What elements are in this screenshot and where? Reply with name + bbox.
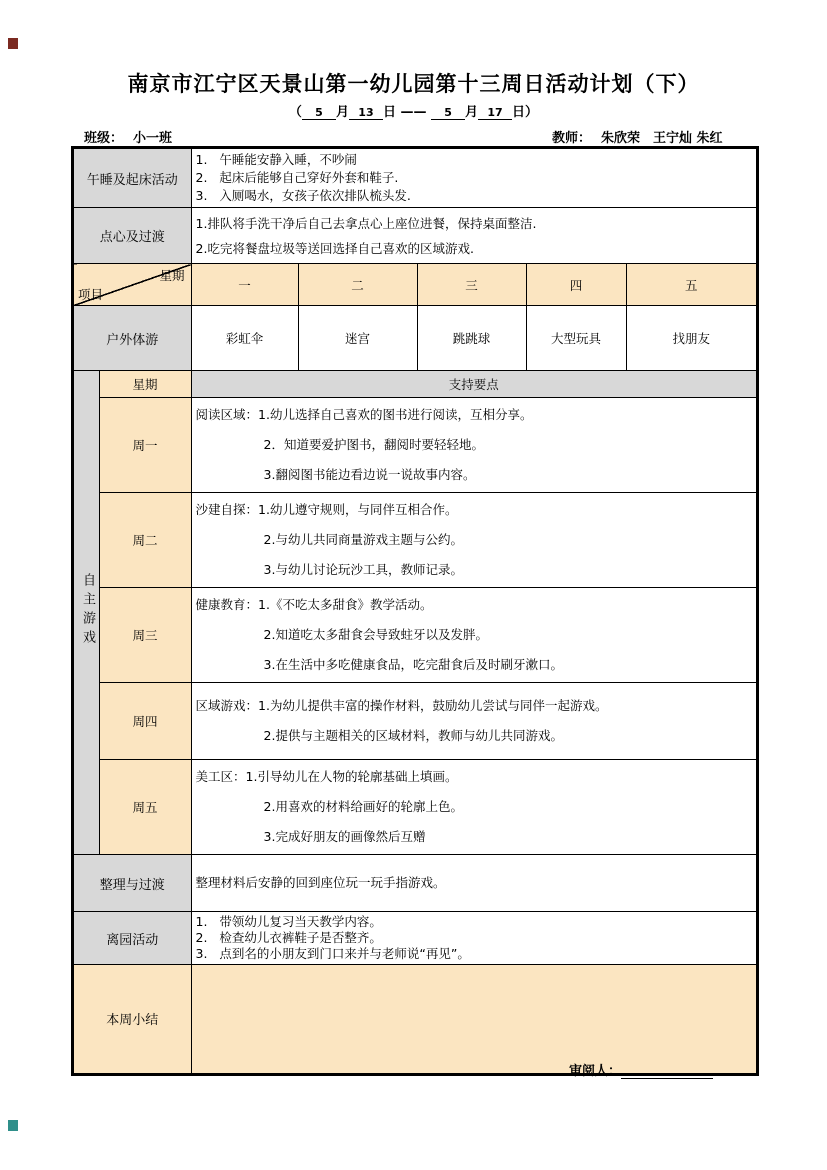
date-range <box>0 101 827 120</box>
summary-row <box>73 965 757 1074</box>
date-day1-blank: 13 <box>349 106 383 120</box>
date-month2-blank: 5 <box>431 106 465 120</box>
play-content-thu <box>191 683 757 760</box>
reviewer-field <box>569 1060 713 1079</box>
date-day1-unit: 日 <box>382 105 396 120</box>
reviewer-label: 审阅人： <box>568 1064 621 1079</box>
date-month2-unit: 月 <box>465 105 479 120</box>
day-header-row <box>73 264 757 306</box>
teal-marker-square <box>8 1120 18 1131</box>
reviewer-blank <box>621 1064 713 1079</box>
play-line: 2.与幼儿共同商量游戏主题与公约。 <box>263 532 463 547</box>
outdoor-mon: 彩虹伞 <box>191 306 298 371</box>
outdoor-wed: 跳跳球 <box>417 306 526 371</box>
play-line: 3.完成好朋友的画像然后互赠 <box>263 829 426 844</box>
day-header-tue: 二 <box>298 264 417 306</box>
leave-item: 1. 带领幼儿复习当天教学内容。 <box>195 914 382 929</box>
table-row <box>73 208 757 264</box>
snack-item: 1.排队将手洗干净后自己去拿点心上座位进餐，保持桌面整洁. <box>195 215 537 231</box>
date-dash: —— <box>400 105 427 120</box>
tidy-content <box>191 855 757 912</box>
play-line: 美工区：1.引导幼儿在人物的轮廓基础上填画。 <box>195 769 458 784</box>
table-row <box>73 148 757 208</box>
diagonal-corner-cell <box>73 264 191 306</box>
nap-item: 1. 午睡能安静入睡，不吵闹 <box>195 152 357 167</box>
leave-row <box>73 912 757 965</box>
play-points-header: 支持要点 <box>191 371 757 398</box>
nap-item: 3. 入厕喝水，女孩子依次排队梳头发. <box>195 188 411 203</box>
corner-week-label: 星期 <box>159 268 185 283</box>
play-content-wed <box>191 588 757 683</box>
nap-content <box>191 148 757 208</box>
date-close: 日） <box>512 105 539 120</box>
play-line: 健康教育：1.《不吃太多甜食》教学活动。 <box>195 597 433 612</box>
outdoor-row <box>73 306 757 371</box>
play-line: 2.知道吃太多甜食会导致蛀牙以及发胖。 <box>263 627 488 642</box>
play-row-mon <box>73 398 757 493</box>
leave-item: 3. 点到名的小朋友到门口来并与老师说“再见”。 <box>195 946 470 961</box>
class-field <box>84 127 219 148</box>
play-day-mon: 周一 <box>99 398 191 493</box>
page-title: 南京市江宁区天景山第一幼儿园第十三周日活动计划（下） <box>127 72 700 96</box>
leave-content <box>191 912 757 965</box>
nap-item: 2. 起床后能够自己穿好外套和鞋子. <box>195 170 399 185</box>
play-row-thu <box>73 683 757 760</box>
tidy-label: 整理与过渡 <box>73 855 191 912</box>
day-header-wed: 三 <box>417 264 526 306</box>
play-content-mon <box>191 398 757 493</box>
play-row-wed <box>73 588 757 683</box>
play-line: 2.用喜欢的材料给画好的轮廓上色。 <box>263 799 463 814</box>
play-line: 2.提供与主题相关的区域材料，教师与幼儿共同游戏。 <box>263 728 563 743</box>
play-section-label: 自主游戏 <box>73 371 99 855</box>
tidy-row <box>73 855 757 912</box>
red-marker-square <box>8 38 18 49</box>
play-day-tue: 周二 <box>99 493 191 588</box>
summary-label: 本周小结 <box>73 965 191 1074</box>
play-line: 2．知道要爱护图书，翻阅时要轻轻地。 <box>263 437 484 452</box>
play-day-wed: 周三 <box>99 588 191 683</box>
play-line: 区域游戏：1.为幼儿提供丰富的操作材料，鼓励幼儿尝试与同伴一起游戏。 <box>195 698 608 713</box>
snack-label: 点心及过渡 <box>73 208 191 264</box>
play-line: 3.在生活中多吃健康食品，吃完甜食后及时刷牙漱口。 <box>263 657 563 672</box>
day-header-mon: 一 <box>191 264 298 306</box>
play-day-thu: 周四 <box>99 683 191 760</box>
tidy-text: 整理材料后安静的回到座位玩一玩手指游戏。 <box>195 875 446 890</box>
summary-content-empty <box>191 965 757 1074</box>
teacher-value: 朱欣荣 王宁灿 朱红 <box>591 127 757 148</box>
leave-label: 离园活动 <box>73 912 191 965</box>
class-value: 小一班 <box>123 127 219 148</box>
corner-item-label: 项目 <box>78 287 104 302</box>
play-line: 阅读区域：1.幼儿选择自己喜欢的图书进行阅读，互相分享。 <box>195 407 533 422</box>
nap-label: 午睡及起床活动 <box>73 148 191 208</box>
snack-item: 2.吃完将餐盘垃圾等送回选择自己喜欢的区域游戏. <box>195 240 474 256</box>
date-month1-unit: 月 <box>335 105 349 120</box>
outdoor-thu: 大型玩具 <box>526 306 626 371</box>
play-header-row <box>73 371 757 398</box>
play-row-fri <box>73 760 757 855</box>
teacher-label: 教师： <box>551 131 591 146</box>
outdoor-label: 户外体游 <box>73 306 191 371</box>
play-day-fri: 周五 <box>99 760 191 855</box>
play-line: 3.翻阅图书能边看边说一说故事内容。 <box>263 467 476 482</box>
weekly-plan-table <box>72 147 758 1075</box>
play-row-tue <box>73 493 757 588</box>
snack-content <box>191 208 757 264</box>
play-content-fri <box>191 760 757 855</box>
teacher-field <box>552 127 757 148</box>
play-content-tue <box>191 493 757 588</box>
leave-item: 2. 检查幼儿衣裤鞋子是否整齐。 <box>195 930 382 945</box>
play-line: 沙建自探：1.幼儿遵守规则，与同伴互相合作。 <box>195 502 458 517</box>
play-week-header: 星期 <box>99 371 191 398</box>
day-header-thu: 四 <box>526 264 626 306</box>
date-open: （ <box>288 105 302 120</box>
date-month1-blank: 5 <box>302 106 336 120</box>
outdoor-tue: 迷宫 <box>298 306 417 371</box>
class-label: 班级： <box>84 131 124 146</box>
day-header-fri: 五 <box>626 264 757 306</box>
date-day2-blank: 17 <box>478 106 512 120</box>
outdoor-fri: 找朋友 <box>626 306 757 371</box>
play-line: 3.与幼儿讨论玩沙工具，教师记录。 <box>263 562 463 577</box>
